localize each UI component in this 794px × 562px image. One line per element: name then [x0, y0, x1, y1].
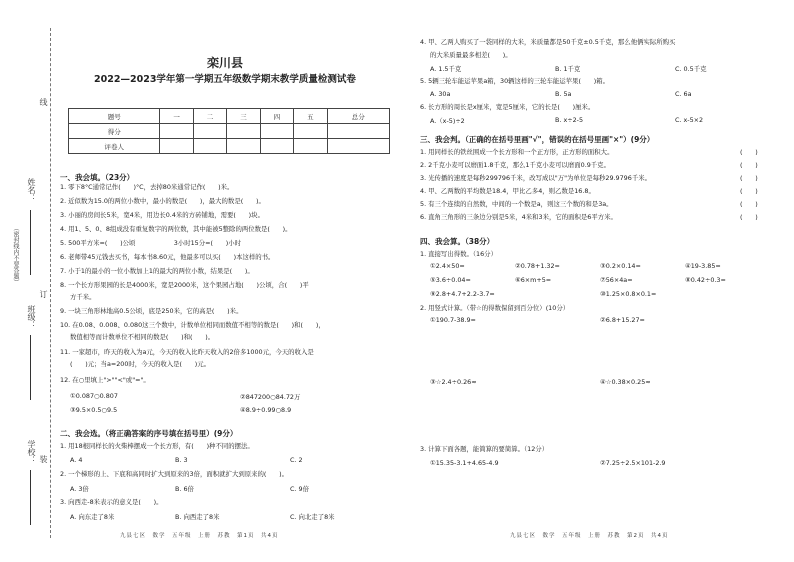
- question: 7. 小于1的最小的一位小数加上1的最大的两位小数，结果是( )。: [60, 267, 254, 275]
- compare-item[interactable]: ③9.5×0.5○9.5: [70, 406, 118, 414]
- calc-item[interactable]: ⑩1.25×0.8×0.1=: [600, 290, 657, 298]
- option[interactable]: C. x-5×2: [675, 116, 704, 124]
- question: 9. 一块三角形林地高0.5公顷，底是250米，它的高是( )米。: [60, 307, 243, 315]
- score-col: 总分: [327, 109, 389, 124]
- name-label: 姓名：: [27, 178, 36, 202]
- question: 11. 一家超市，昨天的收入为a元，今天的收入比昨天收入的2倍多1000元，今天的收入是: [60, 348, 314, 356]
- judge-question: 6. 直角三角形的三条边分别是5米，4米和3米，它的面积是6平方米。: [420, 213, 617, 221]
- vertical-calc[interactable]: ④☆0.38×0.25≈: [600, 378, 651, 386]
- option[interactable]: C. 向北走了8米: [290, 513, 335, 521]
- option[interactable]: A.（x-5)÷2: [430, 117, 465, 125]
- judge-question: 2. 2千克小麦可以磨面1.8千克，那么1千克小麦可以磨面0.9千克。: [420, 161, 610, 169]
- question: 5. 500平方米=( )公顷 3小时15分=( )小时: [60, 239, 242, 247]
- calc-item[interactable]: ⑧0.42÷0.3=: [685, 276, 726, 284]
- judge-question: 5. 有三个连续的自然数，中间的一个数是a，则这三个数的和是3a。: [420, 200, 613, 208]
- answer-blank[interactable]: ( ): [740, 174, 758, 182]
- judge-question: 3. 光传播的速度是每秒299796千米，改写成以"万"为单位是每秒29.9796千米。: [420, 174, 651, 182]
- option[interactable]: C. 0.5千克: [675, 65, 707, 73]
- calc-item[interactable]: ⑦56×4a=: [600, 276, 633, 284]
- simplify-calc[interactable]: ②7.25÷2.5×101-2.9: [600, 459, 666, 467]
- option[interactable]: B. 1千克: [555, 65, 581, 73]
- answer-blank[interactable]: ( ): [740, 213, 758, 221]
- option[interactable]: A. 3倍: [70, 485, 89, 493]
- question-cont: ( )元；当a=200时，今天的收入是( )元。: [70, 360, 211, 368]
- judge-question: 4. 甲、乙两数的平均数是18.4，甲比乙多4，则乙数是16.8。: [420, 187, 595, 195]
- subpart: 2. 用竖式计算。（带☆的得数保留到百分位）(10分）: [420, 304, 570, 312]
- question: 3. 小丽的房间长5米，宽4米，用边长0.4米的方砖铺地，需要( )块。: [60, 211, 264, 219]
- ring-mark-line: 线: [39, 98, 48, 106]
- calc-item[interactable]: ⑥6×m+5=: [515, 276, 552, 284]
- option[interactable]: C. 2: [290, 456, 303, 464]
- option[interactable]: C. 9倍: [290, 485, 309, 493]
- calc-item[interactable]: ⑨2.8+4.7+2.2-3.7=: [430, 290, 495, 298]
- score-row: [69, 124, 390, 139]
- question-cont: 的大米质量最多相差( )。: [430, 51, 512, 59]
- score-col: 二: [193, 109, 226, 124]
- class-line[interactable]: [30, 335, 31, 400]
- cut-line: [50, 28, 51, 538]
- question: 2. 一个梯形的上、下底和高同时扩大到原来的3倍，面积就扩大到原来的( )。: [60, 470, 289, 478]
- seal-note: （密封线内不要答题）: [12, 225, 19, 285]
- question: 10. 在0.08、0.008、0.080这三个数中，计数单位相同而数值不相等的数是( )和( )，: [60, 321, 325, 329]
- compare-item[interactable]: ①0.087○0.807: [70, 392, 118, 400]
- section-2-title: 二、我会选。（将正确答案的序号填在括号里）(9分）: [60, 429, 238, 438]
- option[interactable]: B. 5a: [555, 90, 572, 98]
- score-table: [68, 108, 390, 154]
- option[interactable]: A. 30a: [430, 90, 451, 98]
- question: 6. 长方形的周长是x厘米，宽是5厘米，它的长是( )厘米。: [420, 103, 595, 111]
- question: 4. 用1、5、0、8组成没有重复数字的两位数，其中能被5整除的两位数是( )。: [60, 225, 292, 233]
- option[interactable]: B. 3: [175, 456, 188, 464]
- judge-question: 1. 用同样长的铁丝围成一个长方形和一个正方形，正方形的面积大。: [420, 148, 614, 156]
- vertical-calc[interactable]: ①190.7-38.9=: [430, 316, 476, 324]
- option[interactable]: A. 4: [70, 456, 83, 464]
- question: 4. 甲、乙两人购买了一袋同样的大米，米质量都是50千克±0.5千克，那么他俩实际所购买: [420, 38, 676, 46]
- class-label: 班级：: [27, 305, 36, 329]
- subpart: 3. 计算下面各题，能简算的要简算。（12分）: [420, 445, 549, 453]
- vertical-calc[interactable]: ②6.8+15.27=: [600, 316, 645, 324]
- answer-blank[interactable]: ( ): [740, 200, 758, 208]
- county-name: 栾川县: [206, 56, 243, 70]
- score-col: 五: [294, 109, 327, 124]
- calc-item[interactable]: ②0.78+1.32=: [515, 262, 560, 270]
- calc-item[interactable]: ⑤3.6÷0.04=: [430, 276, 471, 284]
- question: 12. 在○里填上">""<"或"="。: [60, 376, 150, 384]
- exam-title: 2022—2023学年第一学期五年级数学期末教学质量检测试卷: [94, 74, 356, 85]
- option[interactable]: B. 向西走了8米: [175, 513, 220, 521]
- score-col: 三: [227, 109, 260, 124]
- question: 6. 老师带45元钱去买书，每本书8.60元，他最多可以买( )本这样的书。: [60, 253, 275, 261]
- binding-margin: [0, 0, 60, 562]
- section-4-title: 四、我会算。（38分）: [420, 237, 495, 246]
- option[interactable]: A. 1.5千克: [430, 65, 462, 73]
- school-line[interactable]: [30, 470, 31, 525]
- section-3-title: 三、我会判。（正确的在括号里画"√"，错误的在括号里画"×"）(9分）: [420, 135, 655, 144]
- school-label: 学校：: [27, 440, 36, 464]
- score-col: 题号: [69, 109, 160, 124]
- question: 3. 向西走-8米表示的意义是( )。: [60, 498, 163, 506]
- vertical-calc[interactable]: ③☆2.4÷0.26≈: [430, 378, 477, 386]
- question: 1. 用18根同样长的火柴棒摆成一个长方形，有( )种不同的摆法。: [60, 442, 254, 450]
- calc-item[interactable]: ④19-3.85=: [685, 262, 721, 270]
- score-header-row: [69, 109, 390, 124]
- answer-blank[interactable]: ( ): [740, 161, 758, 169]
- section-1-title: 一、我会填。（23分）: [60, 173, 135, 182]
- option[interactable]: A. 向东走了8米: [70, 513, 115, 521]
- question-cont: 数值相等而计数单位不相同的数是( )和( )。: [70, 333, 215, 341]
- question: 1. 零下8°C通常记作( )°C，去掉80米通常记作( )米。: [60, 183, 234, 191]
- calc-item[interactable]: ③0.2×0.14=: [600, 262, 641, 270]
- score-row-label: 评卷人: [69, 139, 160, 154]
- name-line[interactable]: [30, 210, 31, 275]
- footer-right: 九县七区 数学 五年级 上册 苏教 第2页 共4页: [510, 533, 669, 539]
- score-row-label: 得分: [69, 124, 160, 139]
- ring-mark-seal: 装: [39, 455, 48, 463]
- score-col: 四: [260, 109, 293, 124]
- option[interactable]: B. x÷2-5: [555, 116, 584, 124]
- answer-blank[interactable]: ( ): [740, 148, 758, 156]
- score-col: 一: [160, 109, 193, 124]
- compare-item[interactable]: ②847200○84.72万: [240, 393, 301, 401]
- calc-item[interactable]: ①2.4×50=: [430, 262, 465, 270]
- answer-blank[interactable]: ( ): [740, 187, 758, 195]
- ring-mark-bind: 订: [39, 290, 48, 298]
- compare-item[interactable]: ④8.9÷0.99○8.9: [240, 406, 292, 414]
- question: 5. 5辆三轮车能运苹果a箱，30辆这样的三轮车能运苹果( )箱。: [420, 77, 609, 85]
- option[interactable]: C. 6a: [675, 90, 692, 98]
- grader-row: [69, 139, 390, 154]
- question-cont: 方千米。: [70, 293, 96, 301]
- simplify-calc[interactable]: ①15.35-3.1+4.65-4.9: [430, 459, 499, 467]
- subpart: 1. 直接写出得数。（16分）: [420, 250, 497, 258]
- option[interactable]: B. 6倍: [175, 485, 194, 493]
- footer-left: 九县七区 数学 五年级 上册 苏教 第1页 共4页: [120, 533, 279, 539]
- question: 2. 近似数为15.0的两位小数中，最小的数是( )，最大的数是( )。: [60, 197, 265, 205]
- question: 8. 一个长方形果园的长是4000米，宽是2000米，这个果园占地( )公顷，合( )平: [60, 281, 309, 289]
